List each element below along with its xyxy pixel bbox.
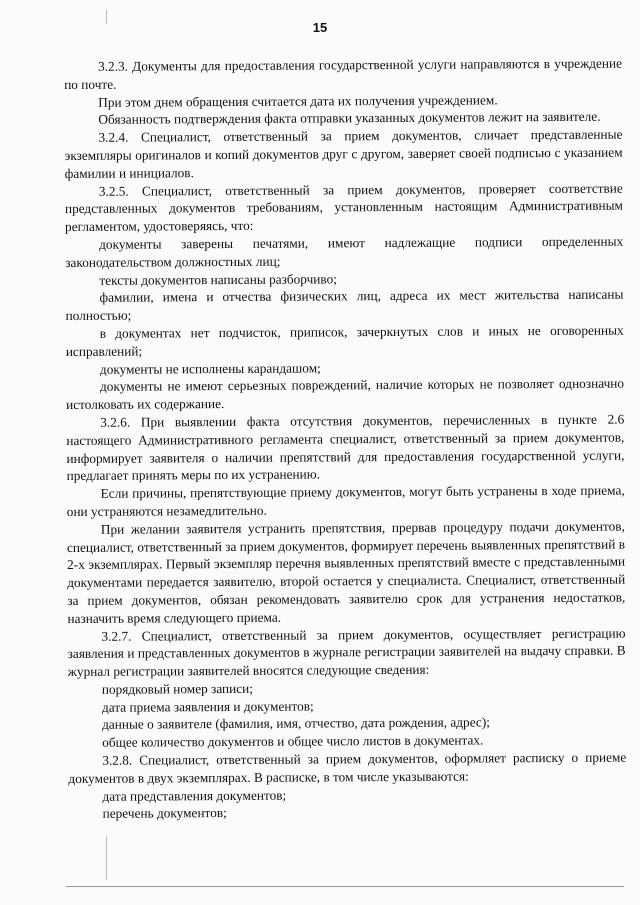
list-item: документы заверены печатями, имеют надлежащие подписи определенных законодательством должностных лиц; <box>65 233 624 270</box>
paragraph-3-2-7: 3.2.7. Специалист, ответственный за прием документов, осуществляет регистрацию заявления и представленных документов в журнале регистрации заявителей на выдачу справки. В журнал регистрации заявителей вносятся следующие сведения: <box>67 625 626 680</box>
paragraph: При этом днем обращения считается дата их получения учреждением. <box>98 91 498 110</box>
list-item: данные о заявителе (фамилия, имя, отчество, дата рождения, адрес); <box>102 714 490 733</box>
list-item: фамилии, имена и отчества физических лиц, адреса их мест жительства написаны полностью; <box>65 286 624 324</box>
paragraph-3-2-3: 3.2.3. Документы для предоставления государственной услуги направляются в учреждение по почте. <box>64 55 623 92</box>
margin-mark <box>106 836 107 880</box>
list-item: дата представления документов; <box>102 787 287 804</box>
paragraph-3-2-8: 3.2.8. Специалист, ответственный за прием документов, оформляет расписку о приеме документов в двух экземплярах. В расписке, в том числе указываются: <box>68 749 627 786</box>
page-number: 15 <box>312 20 328 35</box>
list-item: общее количество документов и общее число листов в документах. <box>102 732 484 751</box>
document-body <box>64 55 627 824</box>
list-item: документы не имеют серьезных повреждений, наличие которых не позволяет однозначно истолковать их содержание. <box>66 375 625 413</box>
paragraph-3-2-4: 3.2.4. Специалист, ответственный за прием документов, сличает представленные экземпляры оригиналов и копий документов друг с другом, заверяет своей подписью с указанием фамилии и инициалов. <box>64 126 623 181</box>
list-item: перечень документов; <box>102 805 227 822</box>
paragraph: Обязанность подтверждения факта отправки указанных документов лежит на заявителе. <box>98 109 601 128</box>
list-item: тексты документов написаны разборчиво; <box>99 270 337 288</box>
paragraph-3-2-5: 3.2.5. Специалист, ответственный за прием документов, проверяет соответствие представленных документов требованиям, установленным настоящим Административным регламентом, удостоверяясь, что: <box>64 180 623 235</box>
list-item: порядковый номер записи; <box>101 680 254 697</box>
page-bottom-rule <box>66 886 624 887</box>
paragraph: При желании заявителя устранить препятствия, прервав процедуру подачи документов, специалист, ответственный за прием документов, формирует перечень выявленных препятствий в 2-х экземплярах. Первый экземпляр перечня выявленных препятствий вместе с представленными документами передается заявителю, второй остается у специалиста. Специалист, ответственный за прием документов, обязан рекомендовать заявителю срок для устранения недостатков, назначить время следующего приема. <box>66 518 626 626</box>
list-item: дата приема заявления и документов; <box>101 698 314 715</box>
list-item: документы не исполнены карандашом; <box>99 359 321 377</box>
list-item: в документах нет подчисток, приписок, зачеркнутых слов и иных не оговоренных исправлений; <box>65 322 624 359</box>
paragraph-3-2-6: 3.2.6. При выявлении факта отсутствия документов, перечисленных в пункте 2.6 настоящего Административного регламента специалист, ответственный за прием документов, информирует заявителя о наличии препятствий для предоставления государственной услуги, предлагает принять меры по их устранению. <box>66 411 625 484</box>
paragraph: Если причины, препятствующие приему документов, могут быть устранены в ходе приема, они устраняются незамедлительно. <box>66 482 625 519</box>
